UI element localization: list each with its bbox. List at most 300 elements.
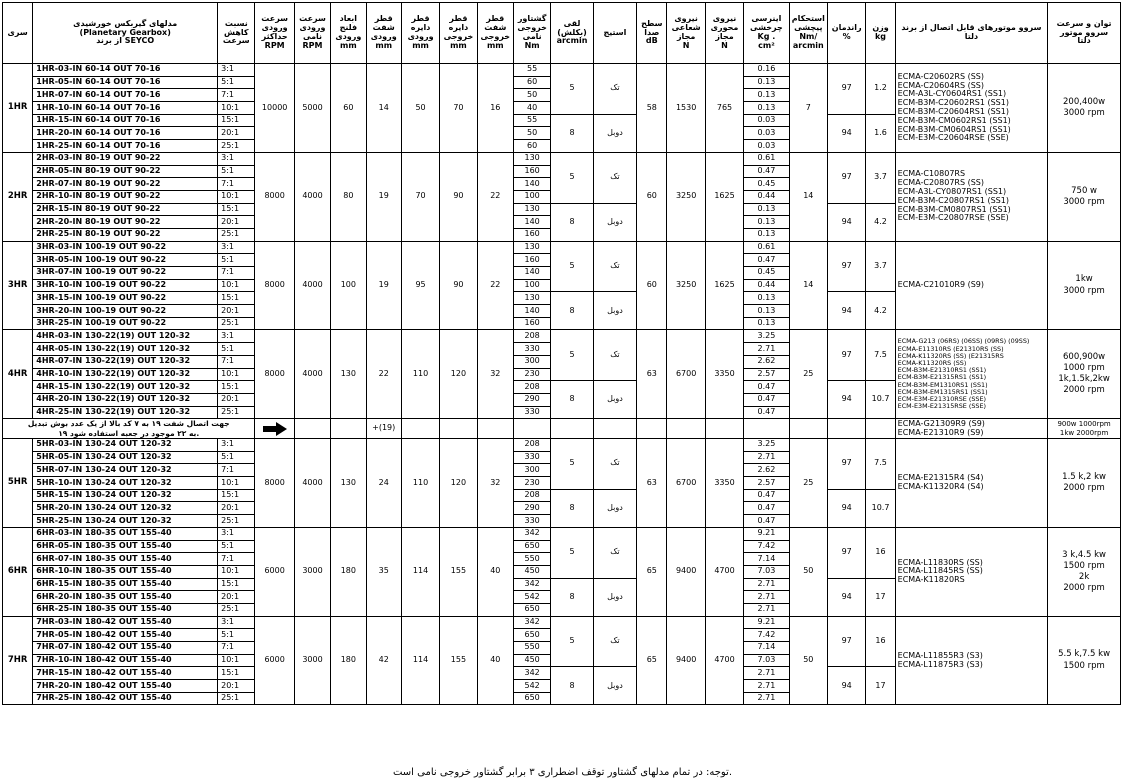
power-speed-line: 5.5 k,7.5 kw <box>1058 649 1111 660</box>
power-speed-line: 1kw 2000rpm <box>1059 428 1109 437</box>
model-code: 2HR-07-IN 80-19 OUT 90-22 <box>33 178 218 191</box>
max-speed-value: 8000 <box>255 330 294 419</box>
stage-value: تک <box>593 616 636 667</box>
header-ratio-line: سرعت <box>222 36 250 46</box>
power-speed <box>1048 64 1121 153</box>
inertia-value: 7.42 <box>744 629 789 642</box>
power-speed-line: 1kw <box>1075 274 1093 285</box>
header-efficiency <box>828 3 866 64</box>
torque-value: 342 <box>513 616 550 629</box>
input-shaft-value: 19 <box>366 152 401 241</box>
noise-value: 58 <box>637 64 667 153</box>
header-weight <box>866 3 895 64</box>
torque-value: 342 <box>513 578 550 591</box>
torque-value: 140 <box>513 305 550 318</box>
nominal-speed-value: 4000 <box>294 439 330 528</box>
ratio-value: 25:1 <box>218 317 255 330</box>
power-speed <box>1048 616 1121 705</box>
arrow-right-icon <box>263 422 287 436</box>
header-nom_speed-line: RPM <box>302 40 323 50</box>
torque-value: 130 <box>513 203 550 216</box>
inertia-value: 0.13 <box>744 292 789 305</box>
empty-cell <box>637 419 667 439</box>
inertia-value: 7.14 <box>744 553 789 566</box>
power-speed-line: 2000 rpm <box>1063 482 1105 493</box>
stage-value: دوبل <box>593 292 636 330</box>
torsional-rigidity-value: 14 <box>789 241 827 330</box>
weight-value: 3.7 <box>866 152 895 203</box>
model-code: 7HR-03-IN 180-42 OUT 155-40 <box>33 616 218 629</box>
header-out_shaft-line: mm <box>486 40 504 50</box>
input-shaft-value: 24 <box>366 439 401 528</box>
header-axial-line: نیروی <box>712 14 737 24</box>
header-axial-line: مجاز <box>715 32 734 41</box>
radial-force-value: 3250 <box>667 152 705 241</box>
torsional-rigidity-value: 50 <box>789 616 827 705</box>
inertia-value: 2.71 <box>744 692 789 705</box>
torque-value: 650 <box>513 540 550 553</box>
header-axial-force <box>705 3 743 64</box>
model-code: 4HR-25-IN 130-22(19) OUT 120-32 <box>33 406 218 419</box>
header-nom_speed-line: سرعت <box>299 14 326 24</box>
radial-force-value: 6700 <box>667 330 705 419</box>
header-nominal-speed <box>294 3 330 64</box>
radial-force-value: 9400 <box>667 616 705 705</box>
inertia-value: 0.03 <box>744 140 789 153</box>
noise-value: 65 <box>637 527 667 616</box>
model-code: 7HR-07-IN 180-42 OUT 155-40 <box>33 642 218 655</box>
ratio-value: 7:1 <box>218 89 255 102</box>
model-code: 7HR-05-IN 180-42 OUT 155-40 <box>33 629 218 642</box>
model-code: 7HR-10-IN 180-42 OUT 155-40 <box>33 654 218 667</box>
torque-value: 330 <box>513 515 550 528</box>
inertia-value: 0.13 <box>744 305 789 318</box>
output-circle-value: 90 <box>440 152 477 241</box>
efficiency-value: 97 <box>828 152 866 203</box>
header-axial-line: N <box>721 40 728 50</box>
input-circle-value: 110 <box>401 330 439 419</box>
efficiency-value: 94 <box>828 578 866 616</box>
inertia-value: 0.61 <box>744 152 789 165</box>
servo-motor-model: ECM-B3M-E21315RS1 (SS1) <box>897 373 987 382</box>
inertia-value: 0.13 <box>744 203 789 216</box>
flange-value: 130 <box>331 330 366 419</box>
inertia-value: 0.47 <box>744 515 789 528</box>
inertia-value: 0.47 <box>744 489 789 502</box>
model-code: 4HR-05-IN 130-22(19) OUT 120-32 <box>33 343 218 356</box>
empty-cell <box>828 419 866 439</box>
table-body <box>3 64 1121 705</box>
header-efficiency-line: % <box>842 32 851 41</box>
max-speed-value: 10000 <box>255 64 294 153</box>
stage-value: دوبل <box>593 578 636 616</box>
weight-value: 1.2 <box>866 64 895 115</box>
power-speed-line: 1k,1.5k,2kw <box>1058 374 1110 385</box>
power-speed <box>1048 330 1121 419</box>
header-power-line: دلتا <box>1077 36 1091 46</box>
radial-force-value: 9400 <box>667 527 705 616</box>
stage-value: تک <box>593 152 636 203</box>
torque-value: 450 <box>513 654 550 667</box>
inertia-value: 2.62 <box>744 355 789 368</box>
servo-motor-list <box>895 241 1048 330</box>
header-in_shaft-line: شفت <box>372 23 395 33</box>
noise-value: 65 <box>637 616 667 705</box>
header-torque-line: گشتاور <box>517 14 547 24</box>
power-speed-line: 1500 rpm <box>1063 660 1105 671</box>
header-in_circle-line: دایره <box>410 23 431 33</box>
model-code: 4HR-07-IN 130-22(19) OUT 120-32 <box>33 355 218 368</box>
servo-motor-model: ECM-E3M-C20604RSE (SSE) <box>897 133 1009 143</box>
torque-value: 342 <box>513 667 550 680</box>
torque-value: 160 <box>513 165 550 178</box>
header-out_circle-line: قطر <box>449 14 468 24</box>
ratio-value: 3:1 <box>218 241 255 254</box>
nominal-speed-value: 3000 <box>294 616 330 705</box>
power-speed <box>1048 419 1121 439</box>
ratio-value: 7:1 <box>218 267 255 280</box>
torque-value: 100 <box>513 279 550 292</box>
header-in_circle-line: mm <box>412 40 429 50</box>
inertia-value: 0.16 <box>744 64 789 77</box>
servo-motor-model: ECMA-L11830RS (SS) <box>897 557 983 567</box>
header-power-line: سروو موتور <box>1059 27 1109 37</box>
model-code: 2HR-03-IN 80-19 OUT 90-22 <box>33 152 218 165</box>
model-code: 7HR-20-IN 180-42 OUT 155-40 <box>33 680 218 693</box>
table-row <box>3 439 1121 452</box>
footnote: توجه: در تمام مدلهای گشتاور توقف اضطراری ۳ برابر گشتاور خروجی نامی است. <box>392 767 733 778</box>
torque-value: 140 <box>513 267 550 280</box>
torque-value: 160 <box>513 228 550 241</box>
header-flange-line: ابعاد <box>339 14 358 24</box>
servo-motor-model: ECM-B3M-E21310RS1 (SS1) <box>897 366 987 375</box>
ratio-value: 20:1 <box>218 502 255 515</box>
servo-motor-list <box>895 330 1048 419</box>
power-speed-line: 1500 rpm <box>1063 560 1105 571</box>
torsional-rigidity-value: 7 <box>789 64 827 153</box>
model-code: 5HR-20-IN 130-24 OUT 120-32 <box>33 502 218 515</box>
inertia-value: 0.61 <box>744 241 789 254</box>
header-model-line: از برند SEYCO <box>96 36 155 46</box>
ratio-value: 5:1 <box>218 343 255 356</box>
servo-motor-model: ECM-A3L-CY0807RS1 (SS1) <box>897 186 1007 196</box>
header-backlash-line: arcmin <box>556 36 588 46</box>
output-shaft-value: 22 <box>477 152 513 241</box>
backlash-value: 8 <box>551 381 593 419</box>
header-output-shaft <box>477 3 513 64</box>
inertia-value: 2.71 <box>744 603 789 616</box>
empty-cell <box>866 419 895 439</box>
ratio-value: 5:1 <box>218 254 255 267</box>
empty-cell <box>294 419 330 439</box>
header-torque-line: Nm <box>524 40 540 50</box>
ratio-value: 20:1 <box>218 216 255 229</box>
empty-cell <box>513 419 550 439</box>
header-out_circle-line: خروجی <box>443 32 474 41</box>
inertia-value: 7.03 <box>744 654 789 667</box>
efficiency-value: 94 <box>828 489 866 527</box>
model-code: 6HR-03-IN 180-35 OUT 155-40 <box>33 527 218 540</box>
torque-value: 160 <box>513 254 550 267</box>
ratio-value: 15:1 <box>218 667 255 680</box>
torsional-rigidity-value: 25 <box>789 330 827 419</box>
ratio-value: 15:1 <box>218 114 255 127</box>
header-weight-line: وزن <box>872 23 889 33</box>
max-speed-value: 8000 <box>255 241 294 330</box>
torque-value: 550 <box>513 642 550 655</box>
header-torsion-line: استحکام <box>791 14 825 24</box>
servo-motor-model: ECMA-K11320R4 (S4) <box>897 481 984 491</box>
series-label: 4HR <box>3 330 33 419</box>
input-circle-value: 70 <box>401 152 439 241</box>
ratio-value: 7:1 <box>218 355 255 368</box>
header-in_shaft-line: mm <box>375 40 393 50</box>
ratio-value: 3:1 <box>218 64 255 77</box>
header-radial-line: نیروی <box>674 14 698 24</box>
stage-value: دوبل <box>593 381 636 419</box>
flange-value: 180 <box>331 616 366 705</box>
header-weight-line: kg <box>874 32 887 41</box>
weight-value: 16 <box>866 527 895 578</box>
servo-motor-model: ECMA-E21310R9 (S9) <box>897 427 984 437</box>
inertia-value: 0.13 <box>744 89 789 102</box>
servo-motor-model: ECM-E3M-C20807RSE (SSE) <box>897 213 1009 223</box>
inertia-value: 0.47 <box>744 254 789 267</box>
servo-motor-list <box>895 152 1048 241</box>
gearbox-spec-table <box>2 2 1121 705</box>
output-shaft-value: 32 <box>477 330 513 419</box>
header-out_circle-line: mm <box>450 40 467 50</box>
header-max_speed-line: RPM <box>264 40 285 50</box>
torque-value: 60 <box>513 140 550 153</box>
header-in_circle-line: ورودی <box>407 32 434 41</box>
noise-value: 60 <box>637 241 667 330</box>
output-circle-value: 120 <box>440 330 477 419</box>
model-code: 6HR-10-IN 180-35 OUT 155-40 <box>33 565 218 578</box>
model-code: 2HR-25-IN 80-19 OUT 90-22 <box>33 228 218 241</box>
stage-value: تک <box>593 64 636 115</box>
header-in_circle-line: قطر <box>411 14 430 24</box>
ratio-value: 7:1 <box>218 553 255 566</box>
power-speed-line: 600,900w <box>1063 352 1106 363</box>
torque-value: 50 <box>513 127 550 140</box>
axial-force-value: 1625 <box>705 152 743 241</box>
ratio-value: 10:1 <box>218 190 255 203</box>
backlash-value: 8 <box>551 203 593 241</box>
radial-force-value: 3250 <box>667 241 705 330</box>
header-out_shaft-line: قطر <box>486 14 505 24</box>
header-servo-motors: سروو موتورهای قابل اتصال از برند دلتا <box>895 3 1048 64</box>
servo-motor-model: ECMA-G213 (06RS) (06SS) (09RS) (09SS) <box>897 337 1030 346</box>
shaft-note: +(19) <box>366 419 401 439</box>
stage-value: دوبل <box>593 114 636 152</box>
header-out_shaft-line: خروجی <box>480 32 511 41</box>
output-shaft-value: 16 <box>477 64 513 153</box>
torque-value: 290 <box>513 393 550 406</box>
stage-value: دوبل <box>593 203 636 241</box>
servo-motor-model: ECMA-K11320RS (SS) (E21315RS <box>897 351 1004 360</box>
output-circle-value: 155 <box>440 527 477 616</box>
nominal-speed-value: 3000 <box>294 527 330 616</box>
header-max-speed <box>255 3 294 64</box>
weight-value: 7.5 <box>866 439 895 490</box>
flange-value: 130 <box>331 439 366 528</box>
flange-value: 80 <box>331 152 366 241</box>
power-speed-line: 900w 1000rpm <box>1057 420 1111 429</box>
torque-value: 160 <box>513 317 550 330</box>
power-speed-line: 1000 rpm <box>1063 363 1105 374</box>
shaft-adapter-note-line: ۱۹ به ۲۲ موجود در جعبه استفاده شود. <box>58 428 200 438</box>
header-nom_speed-line: نامی <box>302 32 323 41</box>
model-code: 7HR-15-IN 180-42 OUT 155-40 <box>33 667 218 680</box>
ratio-value: 3:1 <box>218 439 255 452</box>
output-shaft-value: 40 <box>477 616 513 705</box>
header-radial-line: N <box>682 40 690 50</box>
power-speed-line: 3000 rpm <box>1063 285 1105 296</box>
torsional-rigidity-value: 25 <box>789 439 827 528</box>
ratio-value: 3:1 <box>218 616 255 629</box>
header-radial-force <box>667 3 705 64</box>
inertia-value: 0.45 <box>744 178 789 191</box>
servo-motor-model: ECMA-C10807RS <box>897 169 966 179</box>
output-circle-value: 90 <box>440 241 477 330</box>
output-shaft-value: 32 <box>477 439 513 528</box>
inertia-value: 0.03 <box>744 127 789 140</box>
servo-motor-model: ECM-E3M-E21310RSE (SSE) <box>897 394 986 403</box>
header-torsion-line: پیچشی <box>794 23 823 33</box>
servo-motor-model: ECMA-C21010R9 (S9) <box>897 280 985 290</box>
header-backlash-line: لقی <box>563 18 581 28</box>
header-efficiency-line: راندمان <box>831 23 862 33</box>
inertia-value: 0.47 <box>744 502 789 515</box>
inertia-value: 9.21 <box>744 527 789 540</box>
input-circle-value: 95 <box>401 241 439 330</box>
efficiency-value: 97 <box>828 439 866 490</box>
series-label: 5HR <box>3 439 33 528</box>
stage-value: دوبل <box>593 489 636 527</box>
torsional-rigidity-value: 14 <box>789 152 827 241</box>
noise-value: 63 <box>637 439 667 528</box>
ratio-value: 3:1 <box>218 152 255 165</box>
servo-motor-model: ECMA-E21315R4 (S4) <box>897 473 984 483</box>
torque-value: 290 <box>513 502 550 515</box>
empty-cell <box>401 419 439 439</box>
header-radial-line: مجاز <box>676 32 696 41</box>
inertia-value: 2.71 <box>744 451 789 464</box>
model-code: 1HR-10-IN 60-14 OUT 70-16 <box>33 102 218 115</box>
torque-value: 208 <box>513 439 550 452</box>
weight-value: 17 <box>866 667 895 705</box>
efficiency-value: 97 <box>828 64 866 115</box>
servo-motor-list <box>895 419 1048 439</box>
torque-value: 650 <box>513 692 550 705</box>
servo-motor-model: ECM-B3M-CM0604RS1 (SS1) <box>897 124 1011 134</box>
servo-motor-model: ECM-B3M-C20602RS1 (SS1) <box>897 98 1009 108</box>
input-shaft-value: 42 <box>366 616 401 705</box>
weight-value: 1.6 <box>866 114 895 152</box>
header-torque-line: نامی <box>522 32 542 41</box>
ratio-value: 15:1 <box>218 381 255 394</box>
stage-value: تک <box>593 330 636 381</box>
header-out_shaft-line: شفت <box>484 23 507 33</box>
torque-value: 55 <box>513 114 550 127</box>
input-shaft-value: 19 <box>366 241 401 330</box>
servo-motor-model: ECM-B3M-C20807RS1 (SS1) <box>897 195 1009 205</box>
torque-value: 230 <box>513 477 550 490</box>
header-input-shaft <box>366 3 401 64</box>
servo-motor-model: ECMA-C20602RS (SS) <box>897 71 984 81</box>
flange-value: 100 <box>331 241 366 330</box>
input-shaft-value: 35 <box>366 527 401 616</box>
output-circle-value: 120 <box>440 439 477 528</box>
inertia-value: 0.13 <box>744 76 789 89</box>
inertia-value: 3.25 <box>744 330 789 343</box>
stage-value: دوبل <box>593 667 636 705</box>
header-max_speed-line: سرعت <box>261 14 289 24</box>
efficiency-value: 94 <box>828 292 866 330</box>
model-code: 4HR-03-IN 130-22(19) OUT 120-32 <box>33 330 218 343</box>
header-inertia-line: چرخشی <box>750 23 783 33</box>
ratio-value: 7:1 <box>218 178 255 191</box>
model-code: 1HR-03-IN 60-14 OUT 70-16 <box>33 64 218 77</box>
model-code: 2HR-20-IN 80-19 OUT 90-22 <box>33 216 218 229</box>
nominal-speed-value: 5000 <box>294 64 330 153</box>
header-model-line: مدلهای گیربکس خورشیدی <box>73 18 178 28</box>
input-circle-value: 50 <box>401 64 439 153</box>
torque-value: 230 <box>513 368 550 381</box>
header-noise-line: dB <box>645 36 658 46</box>
ratio-value: 5:1 <box>218 451 255 464</box>
torque-value: 55 <box>513 64 550 77</box>
header-torque-line: خروجی <box>517 23 547 33</box>
power-speed-line: 3000 rpm <box>1063 196 1105 207</box>
ratio-value: 20:1 <box>218 127 255 140</box>
axial-force-value: 3350 <box>705 439 743 528</box>
ratio-value: 25:1 <box>218 228 255 241</box>
header-flange-line: mm <box>340 40 357 50</box>
torque-value: 208 <box>513 330 550 343</box>
power-speed-line: 2000 rpm <box>1063 582 1105 593</box>
model-code: 2HR-05-IN 80-19 OUT 90-22 <box>33 165 218 178</box>
inertia-value: 2.71 <box>744 343 789 356</box>
series-label: 1HR <box>3 64 33 153</box>
torque-value: 130 <box>513 241 550 254</box>
header-inertia-line: Kg . <box>757 32 776 41</box>
servo-motor-model: ECM-B3M-CM0602RS1 (SS1) <box>897 115 1011 125</box>
inertia-value: 0.47 <box>744 165 789 178</box>
empty-cell <box>551 419 593 439</box>
weight-value: 10.7 <box>866 489 895 527</box>
model-code: 5HR-07-IN 130-24 OUT 120-32 <box>33 464 218 477</box>
inertia-value: 0.13 <box>744 317 789 330</box>
inertia-value: 2.62 <box>744 464 789 477</box>
ratio-value: 25:1 <box>218 692 255 705</box>
table-row <box>3 330 1121 343</box>
torque-value: 208 <box>513 381 550 394</box>
model-code: 6HR-15-IN 180-35 OUT 155-40 <box>33 578 218 591</box>
servo-motor-model: ECMA-C20807RS (SS) <box>897 178 984 188</box>
shaft-adapter-note <box>3 419 255 439</box>
input-circle-value: 110 <box>401 439 439 528</box>
ratio-value: 10:1 <box>218 279 255 292</box>
header-power-line: توان و سرعت <box>1056 18 1112 28</box>
torque-value: 542 <box>513 591 550 604</box>
inertia-value: 9.21 <box>744 616 789 629</box>
model-code: 3HR-25-IN 100-19 OUT 90-22 <box>33 317 218 330</box>
model-code: 3HR-20-IN 100-19 OUT 90-22 <box>33 305 218 318</box>
model-code: 2HR-15-IN 80-19 OUT 90-22 <box>33 203 218 216</box>
torque-value: 50 <box>513 89 550 102</box>
